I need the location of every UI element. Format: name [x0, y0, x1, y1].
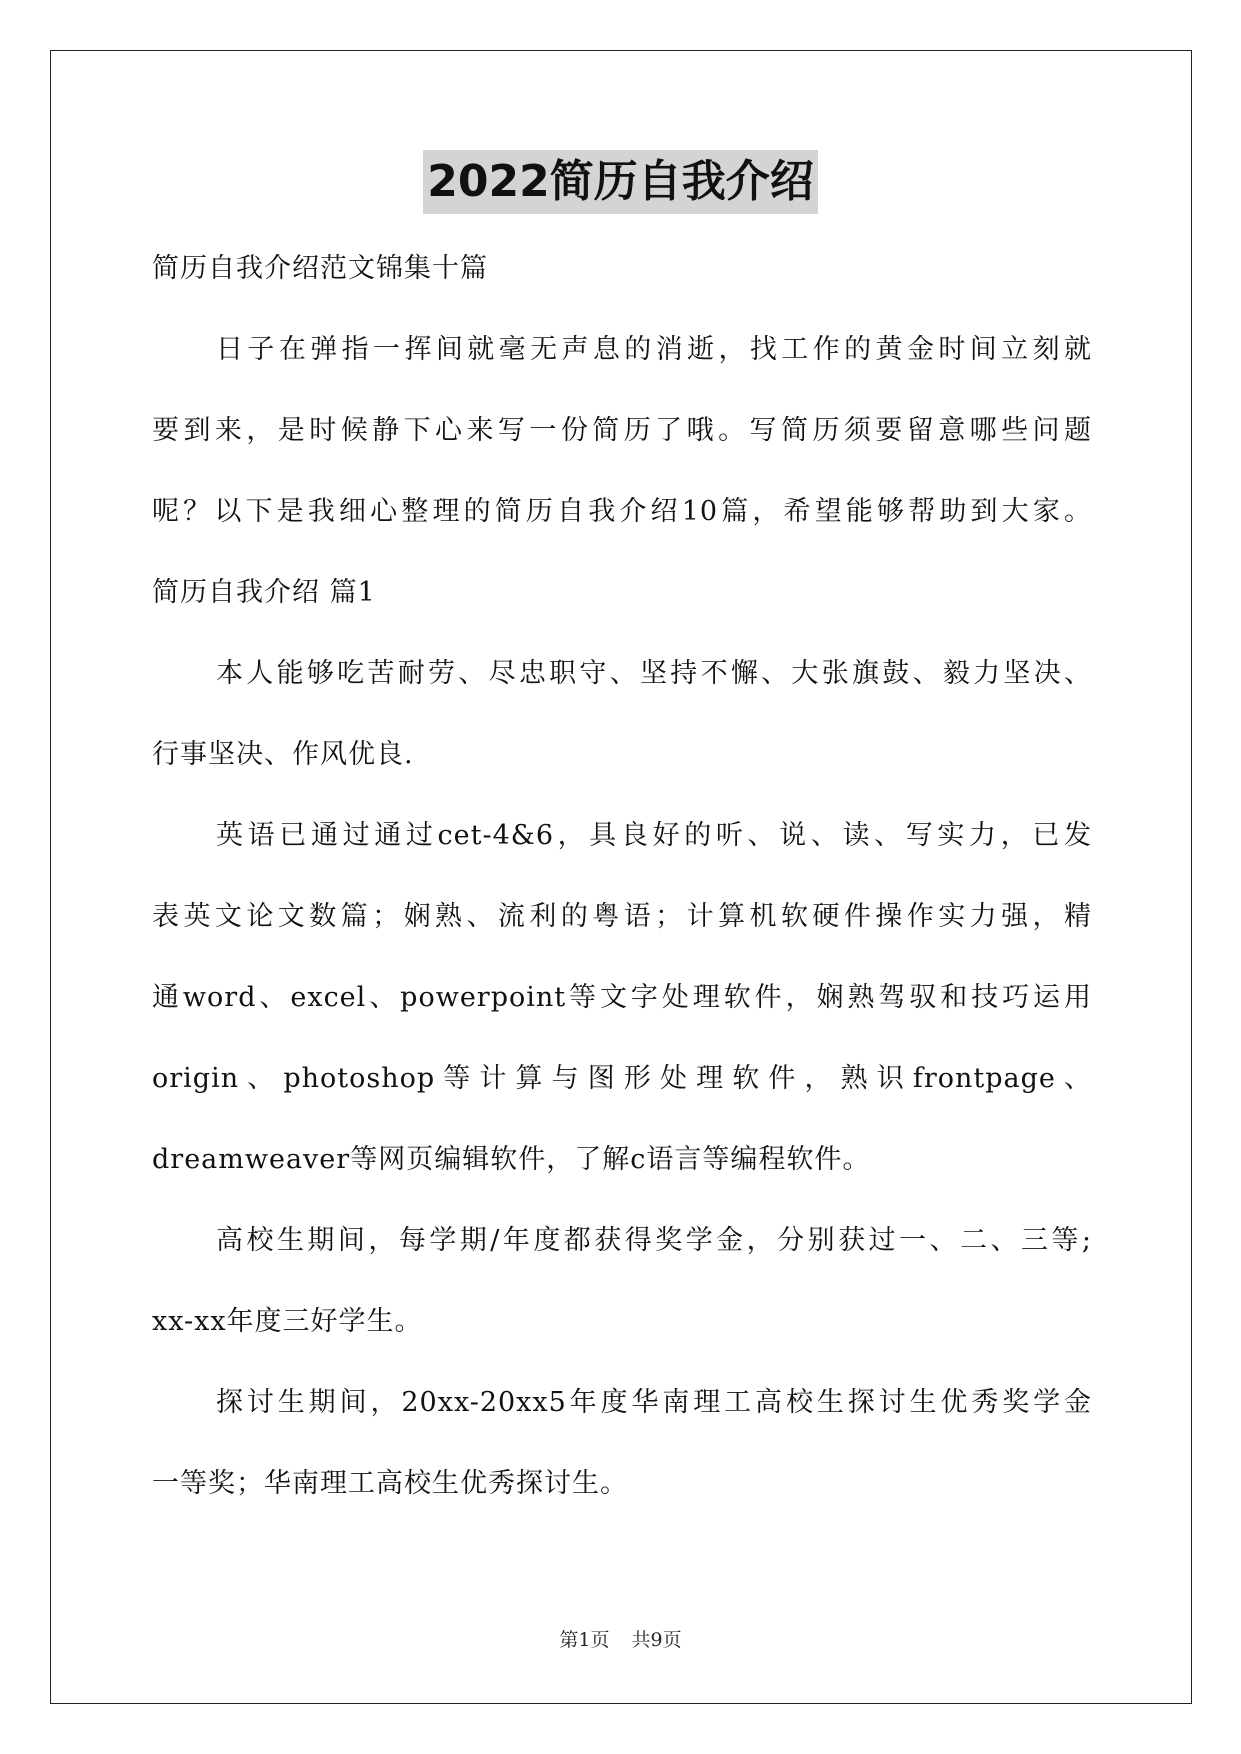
paragraph-line: 通word、excel、powerpoint等文字处理软件，娴熟驾驭和技巧运用: [152, 982, 1092, 1013]
section-heading: 简历自我介绍 篇1: [152, 577, 376, 608]
subtitle-line: 简历自我介绍范文锦集十篇: [152, 253, 488, 284]
paragraph-line: 要到来，是时候静下心来写一份简历了哦。写简历须要留意哪些问题: [152, 415, 1092, 446]
page-number: 第1页: [559, 1629, 610, 1651]
page-total: 共9页: [631, 1629, 682, 1651]
paragraph-line: 探讨生期间，20xx-20xx5年度华南理工高校生探讨生优秀奖学金: [216, 1387, 1092, 1418]
paragraph-line: 本人能够吃苦耐劳、尽忠职守、坚持不懈、大张旗鼓、毅力坚决、: [216, 658, 1092, 689]
paragraph-line: 日子在弹指一挥间就毫无声息的消逝，找工作的黄金时间立刻就: [216, 334, 1092, 365]
paragraph-line: 行事坚决、作风优良.: [152, 739, 414, 770]
page-footer: [0, 1625, 1241, 1652]
paragraph-line: dreamweaver等网页编辑软件，了解c语言等编程软件。: [152, 1144, 871, 1175]
paragraph-line: 英语已通过通过cet-4&6，具良好的听、说、读、写实力，已发: [216, 820, 1092, 851]
paragraph-line: 高校生期间，每学期/年度都获得奖学金，分别获过一、二、三等;: [216, 1225, 1092, 1256]
title-container: [0, 150, 1241, 214]
document-title: 2022简历自我介绍: [423, 150, 817, 214]
paragraph-line: xx-xx年度三好学生。: [152, 1306, 423, 1337]
paragraph-line: origin、photoshop等计算与图形处理软件，熟识frontpage、: [152, 1063, 1092, 1094]
paragraph-line: 呢？以下是我细心整理的简历自我介绍10篇，希望能够帮助到大家。: [152, 496, 1092, 527]
paragraph-line: 一等奖；华南理工高校生优秀探讨生。: [152, 1468, 628, 1499]
document-body: [152, 228, 1092, 1524]
paragraph-line: 表英文论文数篇；娴熟、流利的粤语；计算机软硬件操作实力强，精: [152, 901, 1092, 932]
